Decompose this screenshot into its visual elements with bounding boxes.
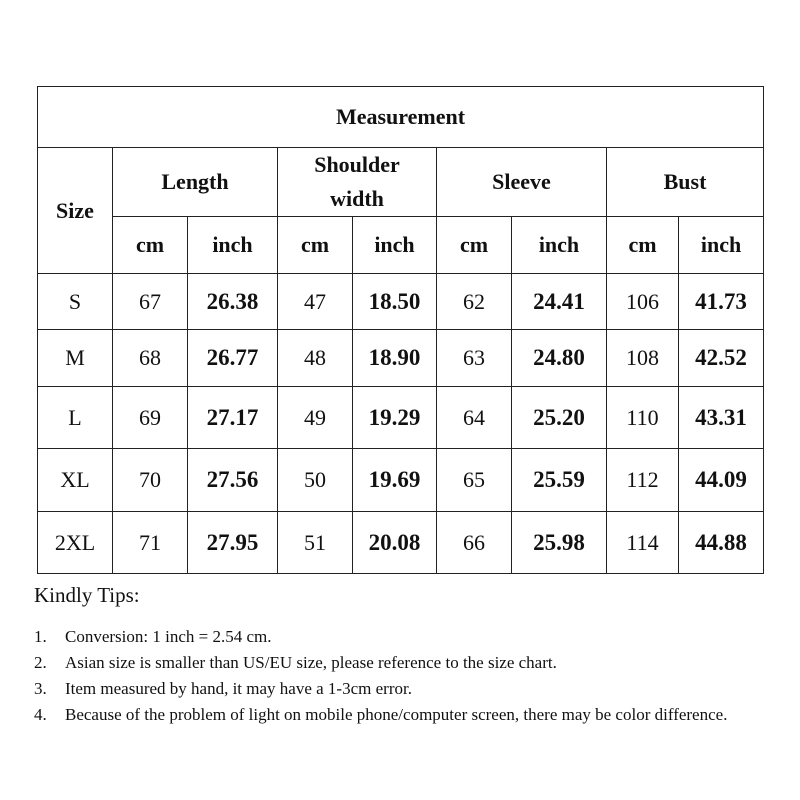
unit-header: inch — [512, 217, 607, 274]
sleeve-header: Sleeve — [437, 148, 607, 217]
size-chart — [37, 86, 764, 574]
value-cell: 48 — [278, 330, 353, 387]
value-cell: 24.41 — [512, 274, 607, 330]
table-row — [38, 387, 764, 449]
value-cell: 106 — [607, 274, 679, 330]
tip-item — [34, 650, 764, 676]
unit-header: cm — [607, 217, 679, 274]
size-header: Size — [38, 148, 113, 274]
value-cell: 47 — [278, 274, 353, 330]
value-cell: 68 — [113, 330, 188, 387]
tip-text: Because of the problem of light on mobile phone/computer screen, there may be color difference. — [65, 705, 728, 724]
shoulder-width-header: Shoulder width — [278, 148, 437, 217]
tip-item — [34, 676, 764, 702]
value-cell: 67 — [113, 274, 188, 330]
unit-header: inch — [353, 217, 437, 274]
value-cell: 18.50 — [353, 274, 437, 330]
value-cell: 110 — [607, 387, 679, 449]
tip-number: 2. — [34, 653, 47, 672]
value-cell: 44.09 — [679, 449, 764, 512]
tips-title: Kindly Tips: — [34, 583, 140, 607]
unit-header: cm — [437, 217, 512, 274]
value-cell: 25.59 — [512, 449, 607, 512]
unit-header: cm — [278, 217, 353, 274]
tip-number: 4. — [34, 705, 47, 724]
value-cell: 70 — [113, 449, 188, 512]
value-cell: 108 — [607, 330, 679, 387]
value-cell: 49 — [278, 387, 353, 449]
table-row — [38, 449, 764, 512]
value-cell: 26.77 — [188, 330, 278, 387]
value-cell: 64 — [437, 387, 512, 449]
table-title: Measurement — [38, 87, 764, 148]
table-row — [38, 330, 764, 387]
tip-item — [34, 624, 764, 650]
value-cell: 19.29 — [353, 387, 437, 449]
value-cell: 44.88 — [679, 512, 764, 574]
value-cell: 114 — [607, 512, 679, 574]
value-cell: 63 — [437, 330, 512, 387]
length-header: Length — [113, 148, 278, 217]
measurement-table — [37, 86, 764, 574]
tips-list — [34, 624, 764, 728]
value-cell: 62 — [437, 274, 512, 330]
size-cell: L — [38, 387, 113, 449]
value-cell: 51 — [278, 512, 353, 574]
value-cell: 25.98 — [512, 512, 607, 574]
value-cell: 24.80 — [512, 330, 607, 387]
value-cell: 20.08 — [353, 512, 437, 574]
value-cell: 43.31 — [679, 387, 764, 449]
value-cell: 112 — [607, 449, 679, 512]
value-cell: 27.95 — [188, 512, 278, 574]
value-cell: 25.20 — [512, 387, 607, 449]
value-cell: 69 — [113, 387, 188, 449]
value-cell: 27.56 — [188, 449, 278, 512]
size-cell: XL — [38, 449, 113, 512]
size-cell: S — [38, 274, 113, 330]
size-cell: M — [38, 330, 113, 387]
value-cell: 50 — [278, 449, 353, 512]
table-row — [38, 274, 764, 330]
tip-text: Asian size is smaller than US/EU size, please reference to the size chart. — [65, 653, 557, 672]
tip-item — [34, 702, 764, 728]
size-cell: 2XL — [38, 512, 113, 574]
value-cell: 65 — [437, 449, 512, 512]
value-cell: 27.17 — [188, 387, 278, 449]
value-cell: 42.52 — [679, 330, 764, 387]
tip-text: Conversion: 1 inch = 2.54 cm. — [65, 627, 272, 646]
unit-header: inch — [188, 217, 278, 274]
table-body — [38, 274, 764, 574]
value-cell: 26.38 — [188, 274, 278, 330]
tip-text: Item measured by hand, it may have a 1-3cm error. — [65, 679, 412, 698]
kindly-tips — [34, 583, 764, 728]
value-cell: 19.69 — [353, 449, 437, 512]
value-cell: 41.73 — [679, 274, 764, 330]
unit-header: inch — [679, 217, 764, 274]
bust-header: Bust — [607, 148, 764, 217]
unit-header: cm — [113, 217, 188, 274]
value-cell: 71 — [113, 512, 188, 574]
table-row — [38, 512, 764, 574]
tip-number: 1. — [34, 627, 47, 646]
tip-number: 3. — [34, 679, 47, 698]
value-cell: 18.90 — [353, 330, 437, 387]
value-cell: 66 — [437, 512, 512, 574]
